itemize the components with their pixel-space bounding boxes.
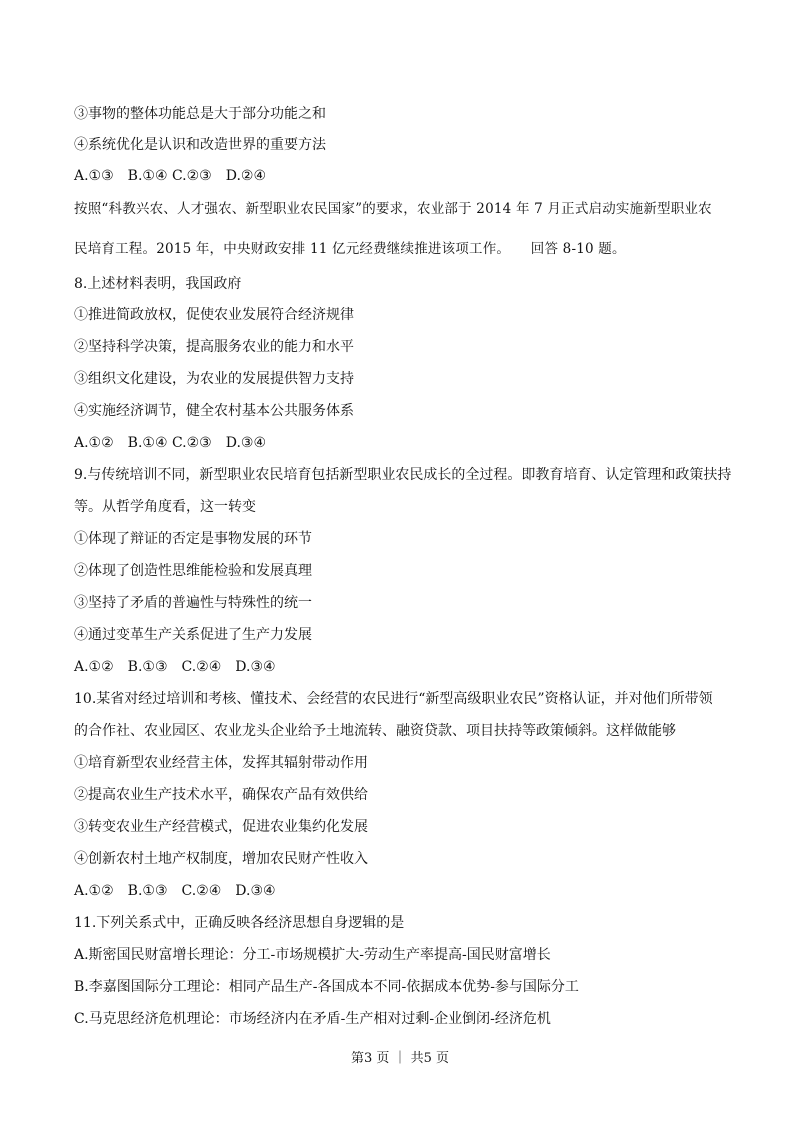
question-11-stem: 11.下列关系式中，正确反映各经济思想自身逻辑的是 [74, 915, 405, 931]
option-line: ③组织文化建设，为农业的发展提供智力支持 [74, 371, 354, 387]
answer-choices: A.①② B.①④ C.②③ D.③④ [74, 435, 266, 451]
option-line: ①培育新型农业经营主体，发挥其辐射带动作用 [74, 755, 368, 771]
option-line: ④创新农村土地产权制度，增加农民财产性收入 [74, 851, 368, 867]
option-line: ④系统优化是认识和改造世界的重要方法 [74, 137, 326, 153]
question-10-stem: 的合作社、农业园区、农业龙头企业给予土地流转、融资贷款、项目扶持等政策倾斜。这样做能够 [74, 723, 676, 739]
option-line: ③事物的整体功能总是大于部分功能之和 [74, 106, 326, 122]
material-passage: 按照“科教兴农、人才强农、新型职业农民国家”的要求，农业部于 2014 年 7 月正式启动实施新型职业农 [74, 201, 712, 217]
question-9-stem: 等。从哲学角度看，这一转变 [74, 499, 256, 515]
option-line: ②提高农业生产技术水平，确保农产品有效供给 [74, 787, 368, 803]
option-line: ②体现了创造性思维能检验和发展真理 [74, 563, 312, 579]
option-line: ④实施经济调节，健全农村基本公共服务体系 [74, 403, 354, 419]
question-9-stem: 9.与传统培训不同，新型职业农民培育包括新型职业农民成长的全过程。即教育培育、认定管理和政策扶持 [74, 467, 732, 483]
option-line: B.李嘉图国际分工理论：相同产品生产-各国成本不同-依据成本优势-参与国际分工 [74, 979, 579, 995]
option-line: ③坚持了矛盾的普遍性与特殊性的统一 [74, 595, 312, 611]
option-line: ①体现了辩证的否定是事物发展的环节 [74, 531, 312, 547]
option-line: ②坚持科学决策，提高服务农业的能力和水平 [74, 339, 354, 355]
option-line: ④通过变革生产关系促进了生产力发展 [74, 627, 312, 643]
option-line: ①推进简政放权，促使农业发展符合经济规律 [74, 307, 354, 323]
option-line: C.马克思经济危机理论：市场经济内在矛盾-生产相对过剩-企业倒闭-经济危机 [74, 1011, 551, 1027]
option-line: A.斯密国民财富增长理论：分工-市场规模扩大-劳动生产率提高-国民财富增长 [74, 947, 551, 963]
page-footer: 第3 页 ｜ 共5 页 [350, 1051, 450, 1066]
answer-choices: A.①② B.①③ C.②④ D.③④ [74, 659, 276, 675]
material-passage: 民培育工程。2015 年，中央财政安排 11 亿元经费继续推进该项工作。 回答 8-10 题。 [74, 241, 626, 257]
option-line: ③转变农业生产经营模式，促进农业集约化发展 [74, 819, 368, 835]
question-8-stem: 8.上述材料表明，我国政府 [74, 276, 242, 292]
answer-choices: A.①③ B.①④ C.②③ D.②④ [74, 168, 266, 184]
question-10-stem: 10.某省对经过培训和考核、懂技术、会经营的农民进行“新型高级职业农民”资格认证，并对他们所带领 [74, 691, 713, 707]
answer-choices: A.①② B.①③ C.②④ D.③④ [74, 883, 276, 899]
